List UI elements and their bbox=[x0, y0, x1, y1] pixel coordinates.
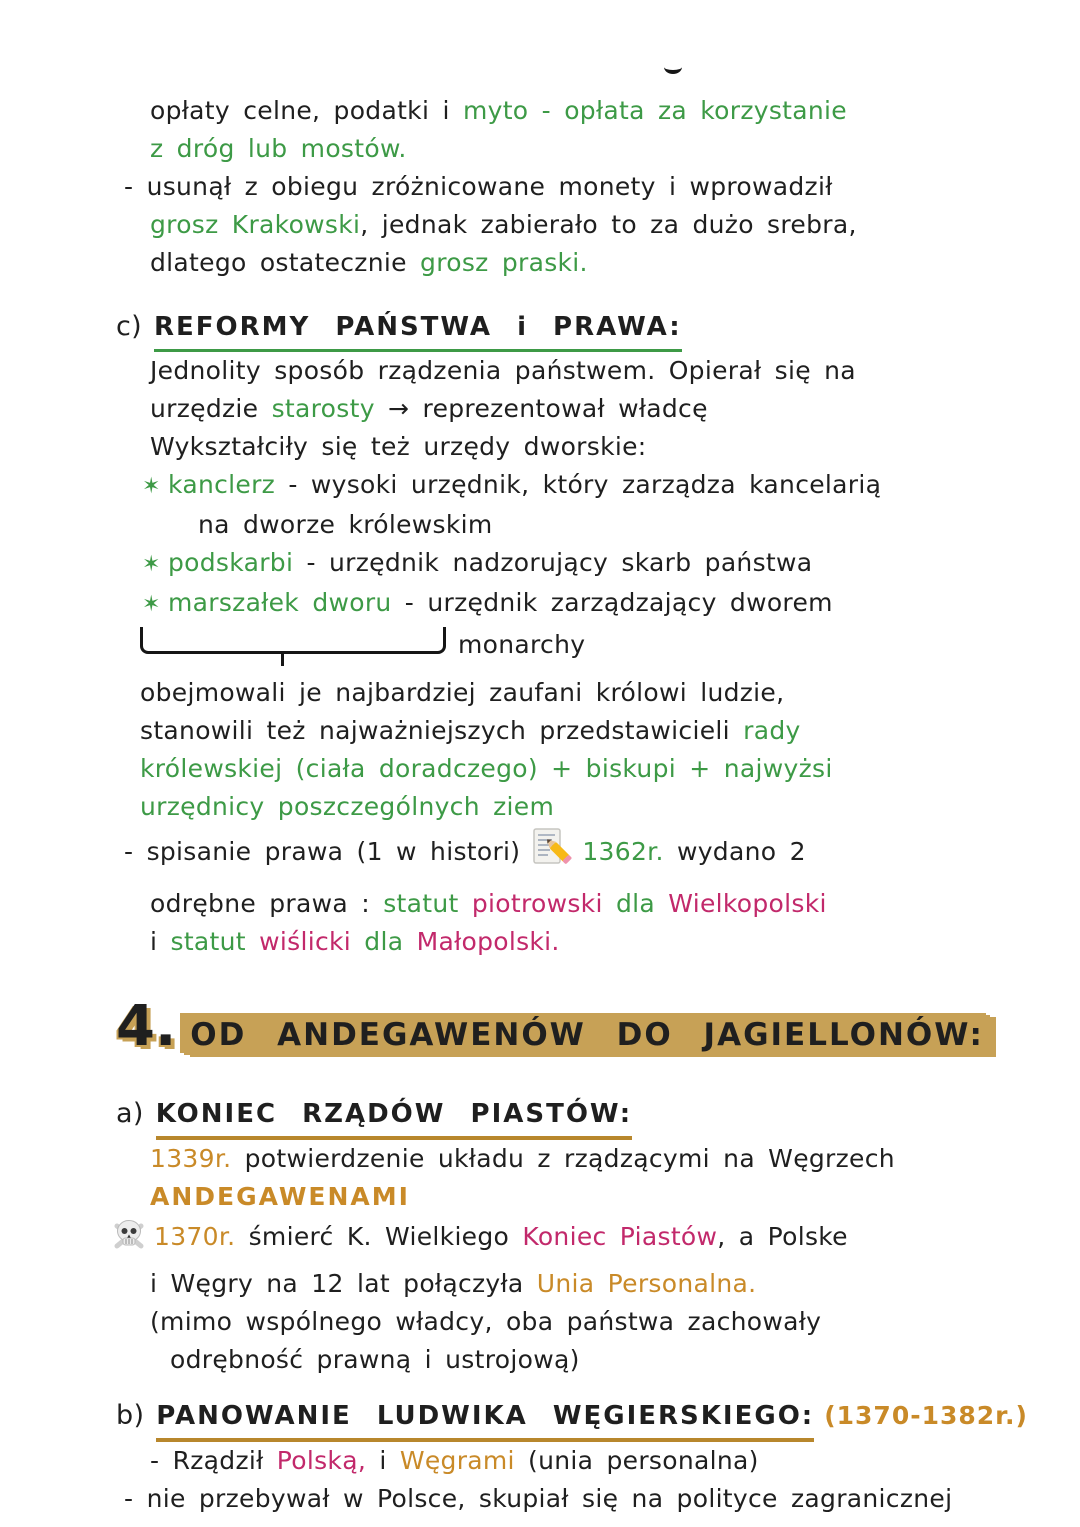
section-title: OD ANDEGAWENÓW DO JAGIELLONÓW: bbox=[184, 1015, 990, 1055]
skull-crossbones-icon bbox=[110, 1216, 150, 1265]
note-line bbox=[150, 352, 1032, 390]
text-segment: z dróg lub mostów. bbox=[150, 134, 407, 163]
stray-pen-mark bbox=[664, 60, 682, 74]
text-segment: Wykształciły się też urzędy dworskie: bbox=[150, 432, 647, 461]
star-icon: ✶ bbox=[142, 592, 161, 617]
note-line bbox=[168, 548, 812, 577]
section-title: PANOWANIE LUDWIKA WĘGIERSKIEGO: bbox=[156, 1399, 814, 1442]
note-line bbox=[140, 788, 1032, 826]
text-segment: Polską, bbox=[276, 1446, 367, 1475]
text-segment: - nie przebywał w Polsce, skupiał się na polityce zagranicznej bbox=[124, 1484, 953, 1513]
text-segment: - urzędnik zarządzający dworem bbox=[391, 588, 833, 617]
text-segment: - wysoki urzędnik, który zarządza kancelarią bbox=[275, 470, 882, 499]
grouping-bracket bbox=[140, 627, 446, 654]
text-segment: - spisanie prawa (1 w histori) bbox=[124, 837, 521, 866]
text-segment: podskarbi bbox=[168, 548, 294, 577]
text-segment: - urzędnik nadzorujący skarb państwa bbox=[293, 548, 813, 577]
text-segment: na dworze królewskim bbox=[198, 510, 493, 539]
text-segment: grosz Krakowski bbox=[150, 210, 361, 239]
text-segment: grosz praski. bbox=[420, 248, 588, 277]
section-title: REFORMY PAŃSTWA i PRAWA: bbox=[154, 310, 682, 352]
note-line bbox=[168, 588, 833, 617]
text-segment: potwierdzenie układu z rządzącymi na Węgrzech bbox=[231, 1144, 895, 1173]
note-line bbox=[124, 837, 520, 866]
text-segment: marszałek dworu bbox=[168, 588, 392, 617]
section-a-body bbox=[116, 1140, 1032, 1379]
section-a-heading bbox=[116, 1095, 1032, 1140]
section-number: 4. bbox=[116, 994, 177, 1059]
note-line bbox=[124, 1480, 1032, 1518]
note-line bbox=[150, 390, 1032, 428]
text-segment: Jednolity sposób rządzenia państwem. Opierał się na bbox=[150, 356, 856, 385]
note-line bbox=[150, 130, 1032, 168]
note-line bbox=[150, 1303, 1032, 1341]
note-line bbox=[150, 1265, 1032, 1303]
text-segment: obejmowali je najbardziej zaufani królowi ludzie, bbox=[140, 678, 785, 707]
text-segment: statut bbox=[383, 889, 472, 918]
note-line bbox=[150, 885, 1032, 923]
section-label: a) bbox=[116, 1098, 144, 1129]
text-segment: Węgrami bbox=[399, 1446, 515, 1475]
note-line bbox=[124, 1216, 1032, 1265]
note-line bbox=[198, 506, 1032, 544]
note-line bbox=[168, 470, 881, 499]
text-segment: Koniec Piastów bbox=[522, 1222, 718, 1251]
note-line bbox=[170, 1341, 1032, 1379]
text-segment: wiślicki bbox=[259, 927, 352, 956]
section-b-body bbox=[116, 1442, 1032, 1518]
list-item bbox=[142, 584, 1032, 624]
text-segment: myto - opłata za korzystanie bbox=[462, 96, 847, 125]
section-dates: (1370-1382r.) bbox=[824, 1401, 1028, 1430]
note-line bbox=[154, 1222, 848, 1251]
text-segment: → reprezentował władcę bbox=[374, 394, 708, 423]
text-segment: opłaty celne, podatki i bbox=[150, 96, 463, 125]
text-segment: Unia Personalna. bbox=[536, 1269, 757, 1298]
note-line bbox=[150, 923, 1032, 961]
list-item bbox=[142, 466, 1032, 506]
text-segment: dlatego ostatecznie bbox=[150, 248, 421, 277]
text-segment: , a Polske bbox=[717, 1222, 848, 1251]
text-segment: dla bbox=[602, 889, 656, 918]
section-c-heading bbox=[116, 308, 1032, 352]
text-segment: Wielkopolski bbox=[655, 889, 827, 918]
bracket-word: monarchy bbox=[458, 630, 586, 659]
note-line bbox=[140, 750, 1032, 788]
text-segment: , jednak zabierało to za dużo srebra, bbox=[360, 210, 857, 239]
star-icon: ✶ bbox=[142, 552, 161, 577]
text-segment: królewskiej (ciała doradczego) + biskupi + najwyżsi bbox=[140, 754, 833, 783]
memo-pencil-icon bbox=[528, 826, 574, 885]
text-segment: (unia personalna) bbox=[514, 1446, 759, 1475]
note-line bbox=[150, 1178, 1032, 1216]
text-segment: odrębne prawa : bbox=[150, 889, 384, 918]
text-segment: rady bbox=[743, 716, 801, 745]
note-line bbox=[140, 674, 1032, 712]
text-segment: - usunął z obiegu zróżnicowane monety i wprowadził bbox=[124, 172, 833, 201]
text-segment: śmierć K. Wielkiego bbox=[235, 1222, 523, 1251]
bracket-tick bbox=[281, 651, 284, 666]
section-label: c) bbox=[116, 311, 142, 342]
list-item bbox=[142, 544, 1032, 584]
section-4-heading bbox=[116, 991, 1032, 1071]
note-line bbox=[124, 168, 1032, 206]
note-line bbox=[150, 92, 1032, 130]
note-line bbox=[150, 1442, 1032, 1480]
text-segment: i Węgry na 12 lat połączyła bbox=[150, 1269, 537, 1298]
text-segment: 1339r. bbox=[150, 1144, 232, 1173]
section-monetary-reforms bbox=[116, 92, 1032, 282]
text-segment: urzędzie bbox=[150, 394, 272, 423]
text-segment: 1370r. bbox=[154, 1222, 236, 1251]
text-segment: (mimo wspólnego władcy, oba państwa zachowały bbox=[150, 1307, 822, 1336]
section-title: KONIEC RZĄDÓW PIASTÓW: bbox=[156, 1097, 633, 1140]
text-segment: Małopolski. bbox=[416, 927, 560, 956]
text-segment: wydano 2 bbox=[663, 837, 806, 866]
section-label: b) bbox=[116, 1400, 145, 1431]
note-line bbox=[150, 1140, 1032, 1178]
text-segment: kanclerz bbox=[168, 470, 276, 499]
text-segment: - Rządził bbox=[150, 1446, 277, 1475]
text-segment: 1362r. bbox=[582, 837, 664, 866]
note-line bbox=[140, 712, 1032, 750]
text-segment: starosty bbox=[271, 394, 375, 423]
text-segment: urzędnicy poszczególnych ziem bbox=[140, 792, 555, 821]
section-b-heading bbox=[116, 1397, 1032, 1442]
text-segment: ANDEGAWENAMI bbox=[150, 1182, 410, 1211]
note-line bbox=[150, 206, 1032, 244]
text-segment: stanowili też najważniejszych przedstawicieli bbox=[140, 716, 744, 745]
text-segment: i bbox=[366, 1446, 400, 1475]
note-line bbox=[582, 837, 805, 866]
bracket-row bbox=[140, 624, 1032, 668]
note-line bbox=[150, 428, 1032, 466]
text-segment: statut bbox=[170, 927, 260, 956]
text-segment: dla bbox=[351, 927, 417, 956]
text-segment: i bbox=[150, 927, 171, 956]
note-line bbox=[150, 244, 1032, 282]
text-segment: piotrowski bbox=[471, 889, 603, 918]
section-c-body bbox=[116, 352, 1032, 961]
text-segment: odrębność prawną i ustrojową) bbox=[170, 1345, 580, 1374]
star-icon: ✶ bbox=[142, 474, 161, 499]
note-line bbox=[124, 826, 1032, 885]
